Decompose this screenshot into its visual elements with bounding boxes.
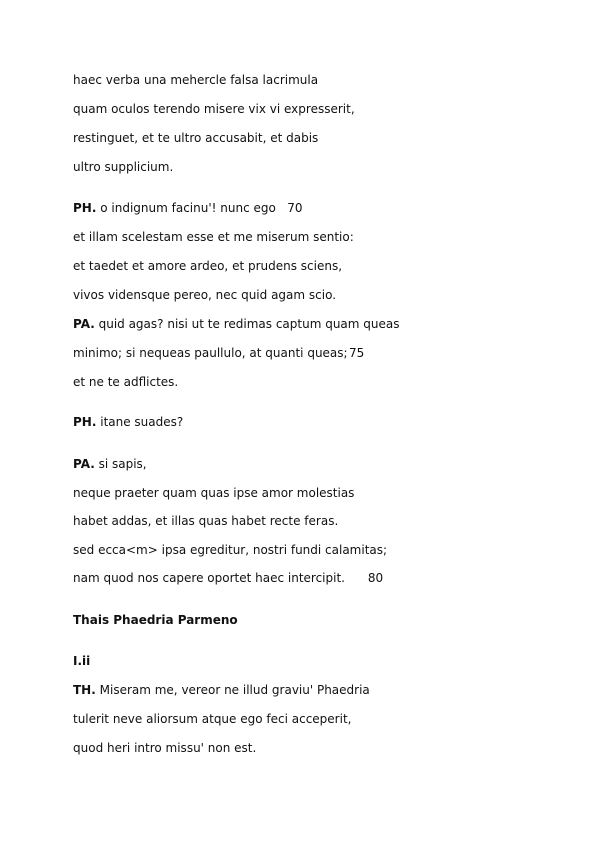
speaker-label: TH. <box>73 683 96 697</box>
verse-line: et taedet et amore ardeo, et prudens sciens, <box>73 259 343 273</box>
verse-line: quam oculos terendo misere vix vi expresserit, <box>73 102 355 116</box>
speaker-label: PH. <box>73 201 97 215</box>
scene-number: I.ii <box>73 654 91 668</box>
verse-line: TH. Miseram me, vereor ne illud graviu' Phaedria <box>73 683 370 697</box>
speaker-label: PH. <box>73 415 97 429</box>
line-number: 75 <box>349 346 365 360</box>
verse-line: PH. itane suades? <box>73 415 184 429</box>
verse-line: minimo; si nequeas paullulo, at quanti queas; 75 <box>73 346 365 360</box>
verse-line: ultro supplicium. <box>73 160 174 174</box>
verse-line: PA. si sapis, <box>73 457 147 471</box>
verse-line: vivos vidensque pereo, nec quid agam scio. <box>73 288 337 302</box>
speaker-label: PA. <box>73 317 95 331</box>
verse-line: nam quod nos capere oportet haec intercipit. 80 <box>73 571 384 585</box>
speaker-label: PA. <box>73 457 95 471</box>
verse-line: tulerit neve aliorsum atque ego feci acceperit, <box>73 712 352 726</box>
verse-line: sed ecca<m> ipsa egreditur, nostri fundi calamitas; <box>73 543 388 557</box>
verse-line: haec verba una mehercle falsa lacrimula <box>73 73 319 87</box>
verse-line: habet addas, et illas quas habet recte feras. <box>73 514 339 528</box>
line-number: 70 <box>287 201 303 215</box>
verse-line: et ne te adflictes. <box>73 375 179 389</box>
verse-line: et illam scelestam esse et me miserum sentio: <box>73 230 354 244</box>
verse-line: restinguet, et te ultro accusabit, et dabis <box>73 131 319 145</box>
scene-heading: Thais Phaedria Parmeno <box>73 613 238 627</box>
line-number: 80 <box>367 571 384 585</box>
verse-line: neque praeter quam quas ipse amor molestias <box>73 486 355 500</box>
verse-line: PA. quid agas? nisi ut te redimas captum quam queas <box>73 317 400 331</box>
verse-line: quod heri intro missu' non est. <box>73 741 257 755</box>
verse-line: PH. o indignum facinu'! nunc ego 70 <box>73 201 303 215</box>
